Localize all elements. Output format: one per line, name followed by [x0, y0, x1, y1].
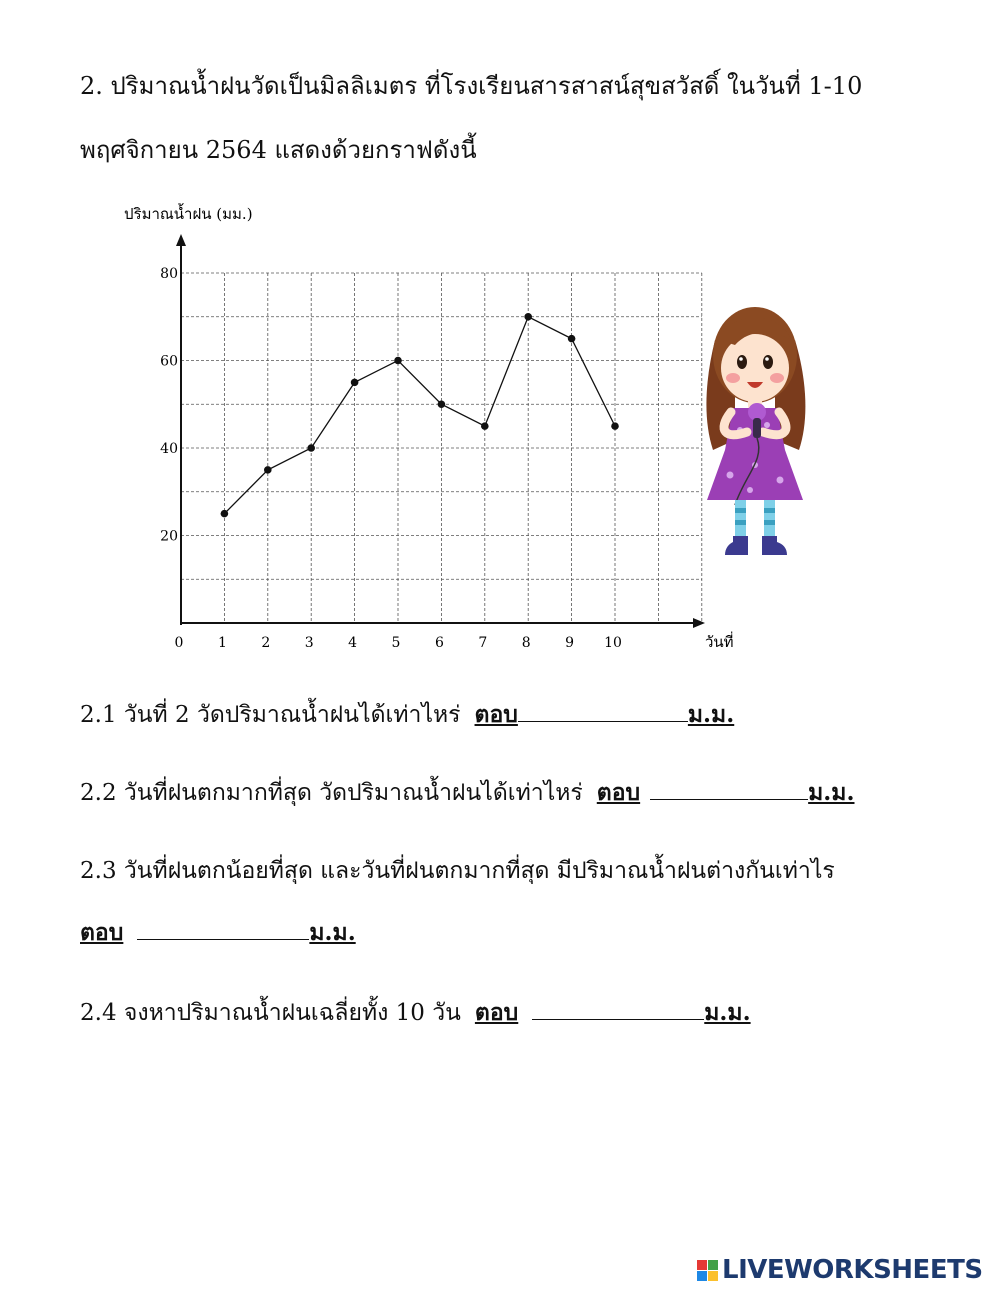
rainfall-line-chart: [100, 190, 760, 665]
data-point-day-9: [568, 335, 576, 343]
question-intro-line-2: พฤศจิกายน 2564 แสดงด้วยกราฟดังนี้: [80, 136, 477, 164]
data-point-day-10: [611, 422, 619, 430]
data-point-day-5: [394, 357, 402, 365]
liveworksheets-wordmark: LIVEWORKSHEETS: [722, 1255, 983, 1285]
y-tick-label-80: 80: [160, 266, 178, 282]
x-tick-labels: [175, 635, 622, 651]
y-tick-label-60: 60: [160, 353, 178, 370]
x-tick-label-3: 3: [304, 635, 314, 651]
rainfall-series-line: [224, 317, 615, 514]
question-2-3-unit: ม.ม.: [309, 919, 356, 946]
x-tick-label-7: 7: [478, 635, 488, 651]
question-2-2-answer-blank[interactable]: [650, 776, 808, 800]
x-tick-label-4: 4: [348, 635, 358, 651]
chart-grid: [181, 273, 702, 623]
question-2-4-answer-blank[interactable]: [532, 996, 704, 1020]
question-2-3-answer-blank[interactable]: [137, 916, 309, 940]
x-axis-arrow: [693, 618, 705, 628]
x-axis-label: วันที่: [705, 633, 734, 651]
x-tick-label-6: 6: [434, 635, 444, 651]
x-tick-label-0: 0: [174, 635, 184, 651]
logo-square-4: [708, 1271, 718, 1281]
y-tick-labels: [160, 266, 178, 545]
data-point-day-6: [438, 400, 446, 408]
question-2-3: [80, 853, 835, 889]
data-point-day-1: [221, 510, 229, 518]
question-2-3-answer-label: ตอบ: [80, 919, 124, 946]
logo-square-3: [697, 1271, 707, 1281]
question-2-2-text: 2.2 วันที่ฝนตกมากที่สุด วัดปริมาณน้ำฝนได้เท่าไหร่: [80, 780, 583, 806]
chart-axes: [176, 234, 705, 628]
y-axis-label: ปริมาณน้ำฝน (มม.): [124, 205, 253, 223]
data-point-day-2: [264, 466, 272, 474]
x-tick-label-10: 10: [604, 635, 622, 651]
x-tick-label-2: 2: [261, 635, 271, 651]
question-2-2-answer-label: ตอบ: [596, 779, 641, 806]
question-2-4: [80, 995, 751, 1031]
question-2-4-answer-label: ตอบ: [474, 999, 519, 1026]
logo-square-2: [708, 1260, 718, 1270]
data-point-day-7: [481, 422, 489, 430]
question-2-2: [80, 775, 854, 811]
question-2-3-answer-row: [80, 915, 356, 951]
x-tick-label-8: 8: [521, 635, 531, 651]
x-tick-label-5: 5: [391, 635, 401, 651]
liveworksheets-brand: [697, 1255, 983, 1285]
rainfall-data-points: [221, 313, 619, 517]
question-2-4-text: 2.4 จงหาปริมาณน้ำฝนเฉลี่ยทั้ง 10 วัน: [80, 1000, 461, 1026]
data-point-day-4: [351, 379, 359, 387]
y-axis-arrow: [176, 234, 186, 246]
logo-square-1: [697, 1260, 707, 1270]
question-2-1: [80, 697, 734, 733]
x-tick-label-9: 9: [565, 635, 575, 651]
x-tick-label-1: 1: [217, 635, 227, 651]
y-tick-label-20: 20: [160, 528, 178, 545]
question-2-2-unit: ม.ม.: [808, 779, 855, 806]
question-intro-line-1: 2. ปริมาณน้ำฝนวัดเป็นมิลลิเมตร ที่โรงเรียนสารสาสน์สุขสวัสดิ์ ในวันที่ 1-10: [80, 72, 863, 100]
question-2-1-unit: ม.ม.: [687, 701, 735, 728]
question-2-1-answer-label: ตอบ: [474, 701, 518, 728]
girl-with-microphone-illustration: [695, 300, 815, 560]
question-2-3-text: 2.3 วันที่ฝนตกน้อยที่สุด และวันที่ฝนตกมากที่สุด มีปริมาณน้ำฝนต่างกันเท่าไร: [80, 858, 835, 884]
data-point-day-8: [524, 313, 532, 321]
y-tick-label-40: 40: [160, 441, 178, 457]
liveworksheets-logo-icon: [697, 1260, 718, 1281]
question-2-1-text: 2.1 วันที่ 2 วัดปริมาณน้ำฝนได้เท่าไหร่: [80, 702, 461, 728]
data-point-day-3: [307, 444, 315, 452]
question-2-1-answer-blank[interactable]: [518, 698, 688, 722]
question-2-4-unit: ม.ม.: [704, 999, 751, 1026]
